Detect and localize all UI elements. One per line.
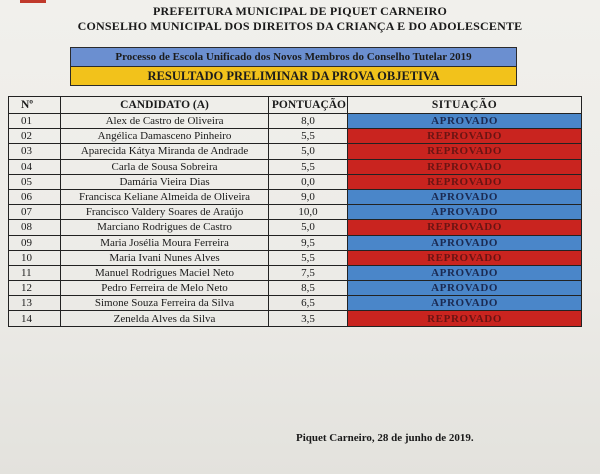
- candidate-score: 3,5: [268, 311, 347, 326]
- candidate-name: Maria Ivani Nunes Alves: [61, 250, 269, 265]
- candidate-status: APROVADO: [348, 114, 582, 129]
- row-number: 02: [9, 129, 61, 144]
- header-status: SITUAÇÃO: [348, 97, 582, 114]
- row-number: 03: [9, 144, 61, 159]
- candidate-status: REPROVADO: [348, 174, 582, 189]
- candidate-score: 5,5: [268, 129, 347, 144]
- header-score: PONTUAÇÃO: [268, 97, 347, 114]
- candidate-score: 9,5: [268, 235, 347, 250]
- candidate-score: 8,5: [268, 281, 347, 296]
- red-edge-mark: [20, 0, 46, 3]
- footer-place-date: Piquet Carneiro, 28 de junho de 2019.: [296, 432, 474, 444]
- table-row: [9, 281, 582, 296]
- table-row: [9, 220, 582, 235]
- row-number: 05: [9, 174, 61, 189]
- table-row: [9, 189, 582, 204]
- table-row: [9, 250, 582, 265]
- candidate-status: APROVADO: [348, 205, 582, 220]
- candidate-name: Marciano Rodrigues de Castro: [61, 220, 269, 235]
- header-candidate: CANDIDATO (A): [61, 97, 269, 114]
- row-number: 12: [9, 281, 61, 296]
- row-number: 08: [9, 220, 61, 235]
- row-number: 06: [9, 189, 61, 204]
- row-number: 13: [9, 296, 61, 311]
- row-number: 11: [9, 265, 61, 280]
- candidate-status: REPROVADO: [348, 159, 582, 174]
- candidate-status: APROVADO: [348, 281, 582, 296]
- candidate-status: APROVADO: [348, 296, 582, 311]
- candidate-status: REPROVADO: [348, 129, 582, 144]
- candidate-status: APROVADO: [348, 235, 582, 250]
- candidate-status: REPROVADO: [348, 144, 582, 159]
- candidate-name: Manuel Rodrigues Maciel Neto: [61, 265, 269, 280]
- row-number: 10: [9, 250, 61, 265]
- row-number: 04: [9, 159, 61, 174]
- candidate-score: 9,0: [268, 189, 347, 204]
- results-table: [8, 96, 582, 327]
- candidate-name: Alex de Castro de Oliveira: [61, 114, 269, 129]
- candidate-name: Francisco Valdery Soares de Araújo: [61, 205, 269, 220]
- candidate-score: 5,0: [268, 220, 347, 235]
- candidate-score: 7,5: [268, 265, 347, 280]
- header-line-2: CONSELHO MUNICIPAL DOS DIREITOS DA CRIANÇA E DO ADOLESCENTE: [77, 19, 523, 33]
- table-row: [9, 296, 582, 311]
- header-number: Nº: [9, 97, 61, 114]
- row-number: 07: [9, 205, 61, 220]
- table-row: [9, 235, 582, 250]
- candidate-score: 8,0: [268, 114, 347, 129]
- candidate-name: Aparecida Kátya Miranda de Andrade: [61, 144, 269, 159]
- table-row: [9, 159, 582, 174]
- candidate-name: Damária Vieira Dias: [61, 174, 269, 189]
- candidate-name: Carla de Sousa Sobreira: [61, 159, 269, 174]
- candidate-name: Francisca Keliane Almeida de Oliveira: [61, 189, 269, 204]
- table-header-row: [9, 97, 582, 114]
- candidate-name: Pedro Ferreira de Melo Neto: [61, 281, 269, 296]
- row-number: 14: [9, 311, 61, 326]
- candidate-status: REPROVADO: [348, 220, 582, 235]
- table-row: [9, 265, 582, 280]
- candidate-score: 10,0: [268, 205, 347, 220]
- row-number: 01: [9, 114, 61, 129]
- table-row: [9, 311, 582, 326]
- result-banner: RESULTADO PRELIMINAR DA PROVA OBJETIVA: [70, 66, 517, 86]
- header-line-1: PREFEITURA MUNICIPAL DE PIQUET CARNEIRO: [152, 4, 448, 18]
- table-row: [9, 114, 582, 129]
- candidate-status: APROVADO: [348, 265, 582, 280]
- candidate-score: 0,0: [268, 174, 347, 189]
- table-row: [9, 144, 582, 159]
- candidate-name: Maria Josélia Moura Ferreira: [61, 235, 269, 250]
- process-banner: Processo de Escola Unificado dos Novos Membros do Conselho Tutelar 2019: [70, 47, 517, 67]
- candidate-status: REPROVADO: [348, 311, 582, 326]
- table-row: [9, 205, 582, 220]
- candidate-name: Angélica Damasceno Pinheiro: [61, 129, 269, 144]
- table-row: [9, 129, 582, 144]
- candidate-status: APROVADO: [348, 189, 582, 204]
- candidate-score: 5,5: [268, 250, 347, 265]
- candidate-name: Simone Souza Ferreira da Silva: [61, 296, 269, 311]
- table-row: [9, 174, 582, 189]
- candidate-status: REPROVADO: [348, 250, 582, 265]
- candidate-score: 5,0: [268, 144, 347, 159]
- candidate-score: 6,5: [268, 296, 347, 311]
- candidate-score: 5,5: [268, 159, 347, 174]
- candidate-name: Zenelda Alves da Silva: [61, 311, 269, 326]
- row-number: 09: [9, 235, 61, 250]
